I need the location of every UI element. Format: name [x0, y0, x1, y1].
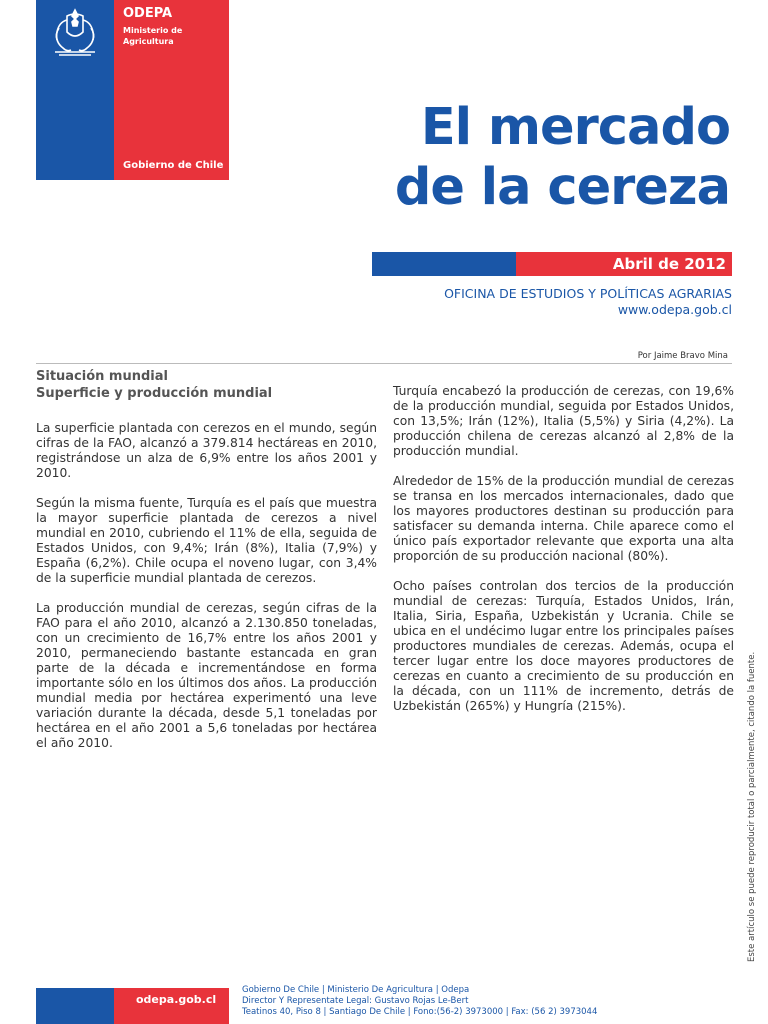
left-column: [36, 368, 377, 766]
author-byline: Por Jaime Bravo Mina: [637, 351, 728, 361]
logo-government: Gobierno de Chile: [123, 160, 224, 171]
website-link[interactable]: www.odepa.gob.cl: [617, 302, 732, 317]
title-line: de la cereza: [394, 158, 730, 217]
date-bar-blue: [372, 252, 516, 276]
paragraph: La superficie plantada con cerezos en el mundo, según cifras de la FAO, alcanzó a 379.814 hectáreas en 2010, registrándose un alza de 6,9% entre los años 2001 y 2010.: [36, 421, 377, 480]
paragraph: La producción mundial de cerezas, según cifras de la FAO para el año 2010, alcanzó a 2.130.850 toneladas, con un crecimiento de 16,7% entre los años 2001 y 2010, permaneciendo bastante estancada en gran parte de la década e incrementándose en forma importante sólo en los últimos dos años. La producción mundial media por hectárea experimentó una leve variación durante la década, desde 5,1 toneladas por hectárea en el año 2001 a 5,6 toneladas por hectárea el año 2010.: [36, 601, 377, 750]
odepa-logo-block: [36, 0, 229, 180]
logo-subtitle: [123, 25, 223, 47]
paragraph: Ocho países controlan dos tercios de la producción mundial de cerezas: Turquía, Estados Unidos, Irán, Italia, Siria, España, Uzbekistán y Ucrania. Chile se ubica en el undécimo lugar entre los principales países productores mundiales de cerezas. Además, ocupa el tercer lugar entre los doce mayores productores de cerezas en cuanto a crecimiento de su producción en la década, con un 111% de incremento, detrás de Uzbekistán (265%) y Hungría (215%).: [393, 579, 734, 713]
footer-line: Teatinos 40, Piso 8 | Santiago De Chile | Fono:(56-2) 3973000 | Fax: (56 2) 3973044: [242, 1007, 598, 1017]
publication-date: Abril de 2012: [612, 255, 726, 273]
footer-line: Director Y Representate Legal: Gustavo Rojas Le-Bert: [242, 996, 469, 1006]
reproduction-note: Este artículo se puede reproducir total o parcialmente, citando la fuente.: [747, 651, 757, 962]
footer-blue-panel: [36, 988, 114, 1024]
footer-site-link[interactable]: odepa.gob.cl: [136, 993, 217, 1006]
office-name: OFICINA DE ESTUDIOS Y POLÍTICAS AGRARIAS: [444, 286, 732, 301]
paragraph: Turquía encabezó la producción de cerezas, con 19,6% de la producción mundial, seguida por Estados Unidos, con 13,5%; Irán (12%), Italia (5,5%) y Siria (4,2%). La producción chilena de cerezas alcanzó al 2,8% de la producción mundial.: [393, 384, 734, 458]
document-title: [395, 98, 730, 218]
chile-coat-of-arms-icon: [45, 6, 105, 58]
logo-subtitle-line: Ministerio de: [123, 26, 183, 35]
footer-line: Gobierno De Chile | Ministerio De Agricultura | Odepa: [242, 985, 470, 995]
divider: [36, 363, 732, 364]
logo-title: ODEPA: [123, 6, 173, 21]
right-column: [393, 384, 734, 729]
date-bar: [372, 252, 732, 276]
section-title: Situación mundial: [36, 369, 168, 384]
office-info: [444, 286, 732, 318]
title-line: El mercado: [420, 98, 730, 157]
paragraph: Según la misma fuente, Turquía es el país que muestra la mayor superficie plantada de cerezos a nivel mundial en 2010, cubriendo el 11% de ella, seguida de Estados Unidos, con 9,4%; Irán (8%), Italia (7,9%) y España (6,2%). Chile ocupa el noveno lugar, con 3,4% de la superficie mundial plantada de cerezos.: [36, 496, 377, 585]
section-subtitle: Superficie y producción mundial: [36, 386, 273, 401]
paragraph: Alrededor de 15% de la producción mundial de cerezas se transa en los mercados internacionales, dado que los mayores productores destinan su producción para satisfacer su demanda interna. Chile aparece como el único país exportador relevante que exporta una alta proporción de su producción nacional (80%).: [393, 474, 734, 563]
logo-subtitle-line: Agricultura: [123, 37, 174, 46]
footer-info: [242, 985, 597, 1018]
logo-blue-panel: [36, 0, 114, 180]
footer-block: [36, 988, 229, 1024]
